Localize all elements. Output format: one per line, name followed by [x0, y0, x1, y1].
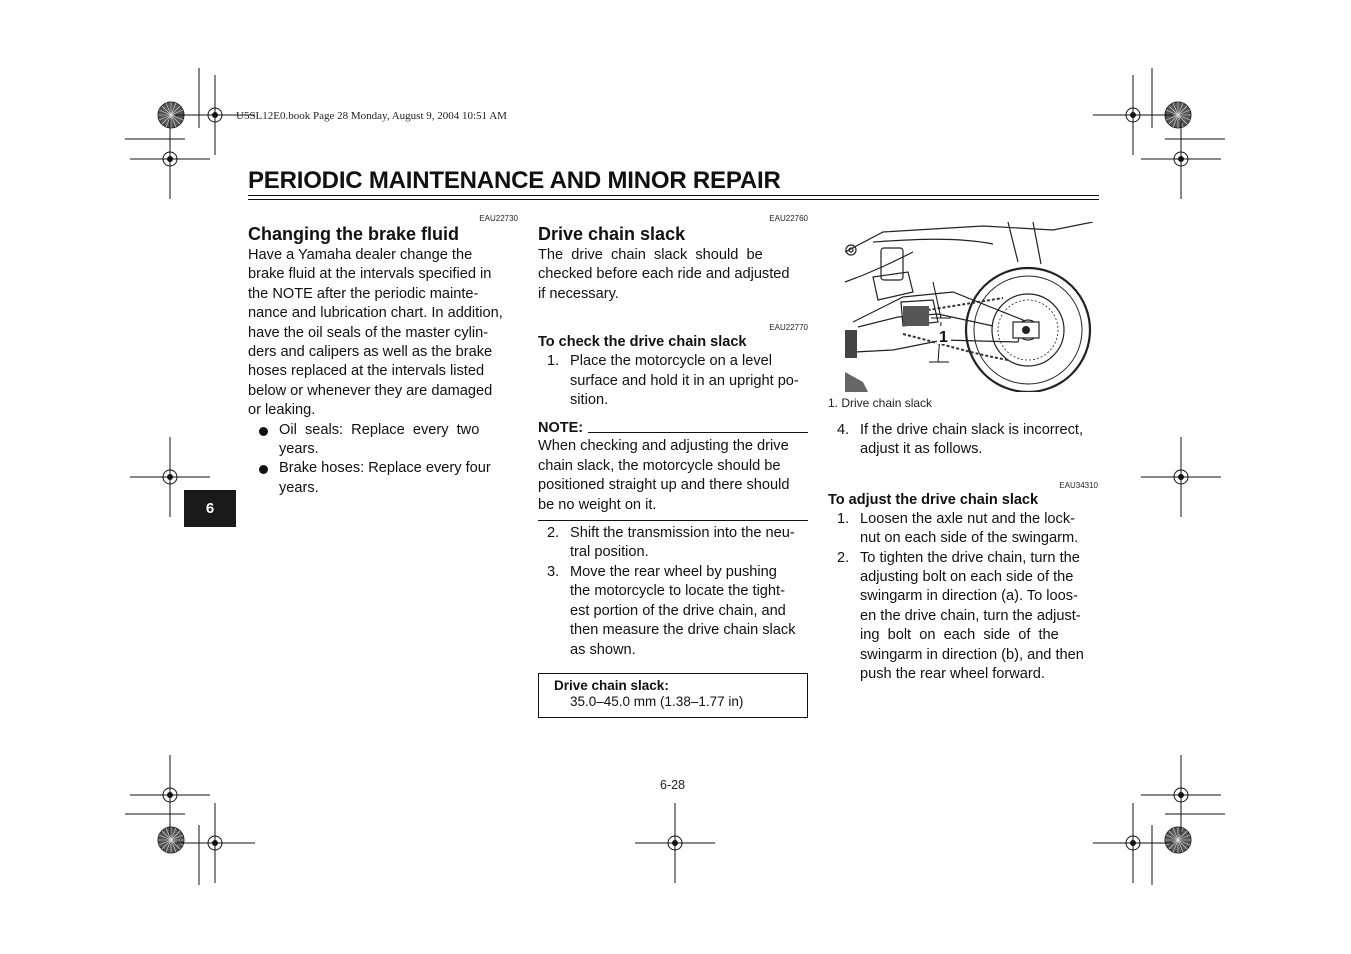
text-line: Place the motorcycle on a level	[570, 353, 772, 370]
drive-chain-figure	[843, 222, 1098, 392]
list-item	[828, 510, 1098, 549]
figure-caption: 1. Drive chain slack	[828, 396, 933, 410]
text-line: Have a Yamaha dealer change the	[248, 247, 473, 263]
text-line: as shown.	[570, 641, 636, 658]
subsection-code: EAU34310	[1059, 480, 1098, 490]
text-line: Brake hoses: Replace every four	[279, 460, 491, 477]
text-line: sition.	[570, 392, 609, 409]
text-line: checked before each ride and adjusted	[538, 266, 790, 283]
text-line: ders and calipers as well as the brake	[248, 344, 493, 361]
title-rule	[248, 195, 1099, 196]
text-line: surface and hold it in an upright po-	[570, 372, 799, 389]
text-line: hoses replaced at the intervals listed	[248, 363, 485, 380]
subsection-code: EAU22770	[769, 323, 808, 333]
list-item	[248, 459, 518, 498]
bullet-icon	[259, 427, 268, 436]
step-number: 1.	[837, 510, 850, 527]
text-line: have the oil seals of the master cylin-	[248, 324, 489, 341]
section-code: EAU22730	[479, 214, 518, 223]
subsection-heading: To check the drive chain slack	[538, 334, 747, 351]
section-code: EAU22760	[769, 214, 808, 223]
bullet-icon	[259, 465, 268, 474]
title-rule	[248, 199, 1099, 200]
text-line: ing bolt on each side of the	[860, 627, 1059, 644]
chapter-tab: 6	[184, 490, 236, 527]
steps-list	[538, 352, 808, 410]
note-rule	[588, 432, 808, 433]
note-header	[538, 419, 808, 437]
page-number: 6-28	[660, 778, 686, 792]
text-line: years.	[279, 479, 319, 496]
list-item	[538, 352, 808, 410]
list-item	[828, 421, 1098, 460]
bullet-list	[248, 421, 518, 499]
list-item	[248, 421, 518, 460]
text-line: years.	[279, 441, 319, 458]
text-line: tral position.	[570, 544, 649, 561]
text-line: When checking and adjusting the drive	[538, 438, 789, 455]
step-number: 2.	[837, 549, 850, 566]
step-number: 2.	[547, 525, 560, 542]
page-title: PERIODIC MAINTENANCE AND MINOR REPAIR	[248, 167, 781, 194]
file-info: U5SL12E0.book Page 28 Monday, August 9, 2004 10:51 AM	[236, 110, 507, 122]
section-heading: Changing the brake fluid	[248, 224, 460, 244]
text-line: swingarm in direction (b), and then	[860, 646, 1084, 663]
note-end-rule	[538, 520, 808, 521]
steps-list	[828, 421, 1098, 460]
text-line: swingarm in direction (a). To loos-	[860, 588, 1078, 605]
text-line: or leaking.	[248, 402, 316, 419]
text-line: en the drive chain, turn the adjust-	[860, 607, 1081, 624]
text-line: nut on each side of the swingarm.	[860, 530, 1079, 547]
note-label: NOTE:	[538, 420, 584, 437]
text-line: positioned straight up and there should	[538, 477, 790, 494]
section-paragraph	[248, 246, 518, 421]
text-line: nance and lubrication chart. In addition,	[248, 305, 503, 322]
steps-list	[828, 510, 1098, 685]
text-line: then measure the drive chain slack	[570, 622, 796, 639]
note-text	[538, 437, 808, 515]
section-intro	[538, 246, 808, 304]
text-line: Loosen the axle nut and the lock-	[860, 510, 1076, 527]
column-adjust-chain	[828, 421, 1098, 684]
text-line: Oil seals: Replace every two	[279, 421, 480, 438]
text-line: the NOTE after the periodic mainte-	[248, 285, 479, 302]
step-number: 1.	[547, 353, 560, 370]
text-line: To tighten the drive chain, turn the	[860, 549, 1080, 566]
text-line: below or whenever they are damaged	[248, 382, 493, 399]
column-brake-fluid	[248, 214, 518, 498]
spec-box	[538, 673, 808, 718]
text-line: est portion of the drive chain, and	[570, 602, 786, 619]
text-line: The drive chain slack should be	[538, 247, 763, 263]
list-item	[538, 524, 808, 563]
text-line: the motorcycle to locate the tight-	[570, 583, 785, 600]
list-item	[538, 563, 808, 660]
list-item	[828, 549, 1098, 685]
column-drive-chain-slack	[538, 214, 808, 660]
subsection-heading: To adjust the drive chain slack	[828, 491, 1039, 508]
spec-label: Drive chain slack:	[554, 678, 669, 693]
steps-list	[538, 524, 808, 660]
step-number: 3.	[547, 563, 560, 580]
text-line: adjust it as follows.	[860, 441, 983, 458]
step-number: 4.	[837, 422, 850, 438]
text-line: be no weight on it.	[538, 496, 657, 513]
text-line: chain slack, the motorcycle should be	[538, 457, 781, 474]
text-line: brake fluid at the intervals specified in	[248, 266, 492, 283]
text-line: Move the rear wheel by pushing	[570, 563, 777, 580]
text-line: adjusting bolt on each side of the	[860, 569, 1074, 586]
text-line: Shift the transmission into the neu-	[570, 525, 795, 542]
figure-callout: 1	[939, 329, 948, 346]
text-line: If the drive chain slack is incorrect,	[860, 422, 1084, 438]
spec-value: 35.0–45.0 mm (1.38–1.77 in)	[570, 694, 744, 709]
text-line: push the rear wheel forward.	[860, 666, 1045, 683]
text-line: if necessary.	[538, 285, 619, 302]
section-heading: Drive chain slack	[538, 224, 686, 244]
